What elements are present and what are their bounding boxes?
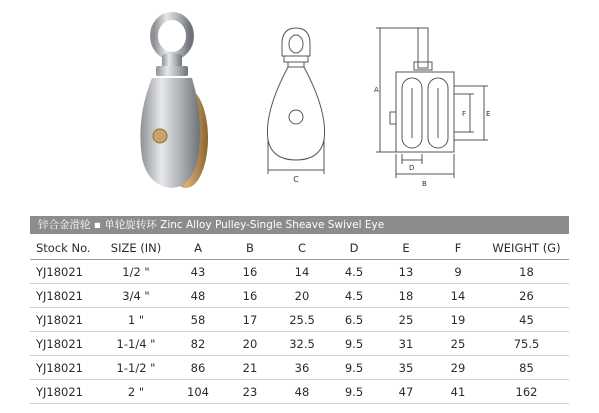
cell-size: 1-1/2 "	[100, 356, 172, 380]
dim-label-c: C	[293, 175, 299, 184]
cell-stock-no: YJ18021	[30, 308, 100, 332]
product-caption-bar: 锌合金滑轮 ▪ 单轮旋转环 Zinc Alloy Pulley-Single Sheave Swivel Eye	[30, 216, 569, 234]
cell-d: 9.5	[328, 380, 380, 404]
cell-e: 13	[380, 260, 432, 284]
cell-f: 41	[432, 380, 484, 404]
dim-label-b: B	[422, 180, 427, 188]
side-view-drawing	[366, 18, 506, 193]
cell-b: 16	[224, 260, 276, 284]
header-f: F	[432, 236, 484, 260]
cell-b: 21	[224, 356, 276, 380]
cell-size: 1 "	[100, 308, 172, 332]
cell-size: 2 "	[100, 380, 172, 404]
header-a: A	[172, 236, 224, 260]
table-row	[30, 260, 569, 284]
cell-e: 25	[380, 308, 432, 332]
header-c: C	[276, 236, 328, 260]
cell-e: 31	[380, 332, 432, 356]
cell-a: 58	[172, 308, 224, 332]
cell-e: 18	[380, 284, 432, 308]
table-header-row	[30, 236, 569, 260]
cell-d: 4.5	[328, 260, 380, 284]
cell-d: 9.5	[328, 332, 380, 356]
cell-e: 35	[380, 356, 432, 380]
cell-size: 1-1/4 "	[100, 332, 172, 356]
cell-a: 48	[172, 284, 224, 308]
table-row	[30, 308, 569, 332]
cell-e: 47	[380, 380, 432, 404]
cell-stock-no: YJ18021	[30, 260, 100, 284]
cell-weight: 45	[484, 308, 569, 332]
dim-label-f: F	[462, 110, 467, 118]
cell-weight: 162	[484, 380, 569, 404]
cell-c: 25.5	[276, 308, 328, 332]
cell-a: 82	[172, 332, 224, 356]
cell-b: 23	[224, 380, 276, 404]
header-weight: WEIGHT (G)	[484, 236, 569, 260]
dim-label-a: A	[374, 86, 379, 94]
cell-d: 6.5	[328, 308, 380, 332]
cell-weight: 75.5	[484, 332, 569, 356]
cell-d: 9.5	[328, 356, 380, 380]
cell-f: 14	[432, 284, 484, 308]
cell-f: 29	[432, 356, 484, 380]
table-row	[30, 332, 569, 356]
cell-b: 17	[224, 308, 276, 332]
cell-f: 9	[432, 260, 484, 284]
cell-size: 1/2 "	[100, 260, 172, 284]
table-row	[30, 284, 569, 308]
header-stock-no: Stock No.	[30, 236, 100, 260]
cell-a: 86	[172, 356, 224, 380]
front-view-drawing	[250, 22, 340, 192]
header-b: B	[224, 236, 276, 260]
cell-f: 25	[432, 332, 484, 356]
header-d: D	[328, 236, 380, 260]
cell-weight: 18	[484, 260, 569, 284]
table-row	[30, 380, 569, 404]
cell-d: 4.5	[328, 284, 380, 308]
dim-label-d: D	[409, 164, 415, 172]
cell-c: 48	[276, 380, 328, 404]
cell-c: 14	[276, 260, 328, 284]
product-photo	[112, 8, 232, 198]
cell-weight: 85	[484, 356, 569, 380]
cell-size: 3/4 "	[100, 284, 172, 308]
cell-stock-no: YJ18021	[30, 356, 100, 380]
cell-c: 20	[276, 284, 328, 308]
cell-weight: 26	[484, 284, 569, 308]
cell-c: 32.5	[276, 332, 328, 356]
cell-stock-no: YJ18021	[30, 380, 100, 404]
cell-a: 104	[172, 380, 224, 404]
spec-table	[30, 236, 569, 404]
header-size: SIZE (IN)	[100, 236, 172, 260]
table-row	[30, 356, 569, 380]
cell-c: 36	[276, 356, 328, 380]
cell-a: 43	[172, 260, 224, 284]
header-e: E	[380, 236, 432, 260]
cell-stock-no: YJ18021	[30, 284, 100, 308]
dim-label-e: E	[486, 110, 491, 118]
cell-f: 19	[432, 308, 484, 332]
cell-stock-no: YJ18021	[30, 332, 100, 356]
cell-b: 16	[224, 284, 276, 308]
cell-b: 20	[224, 332, 276, 356]
